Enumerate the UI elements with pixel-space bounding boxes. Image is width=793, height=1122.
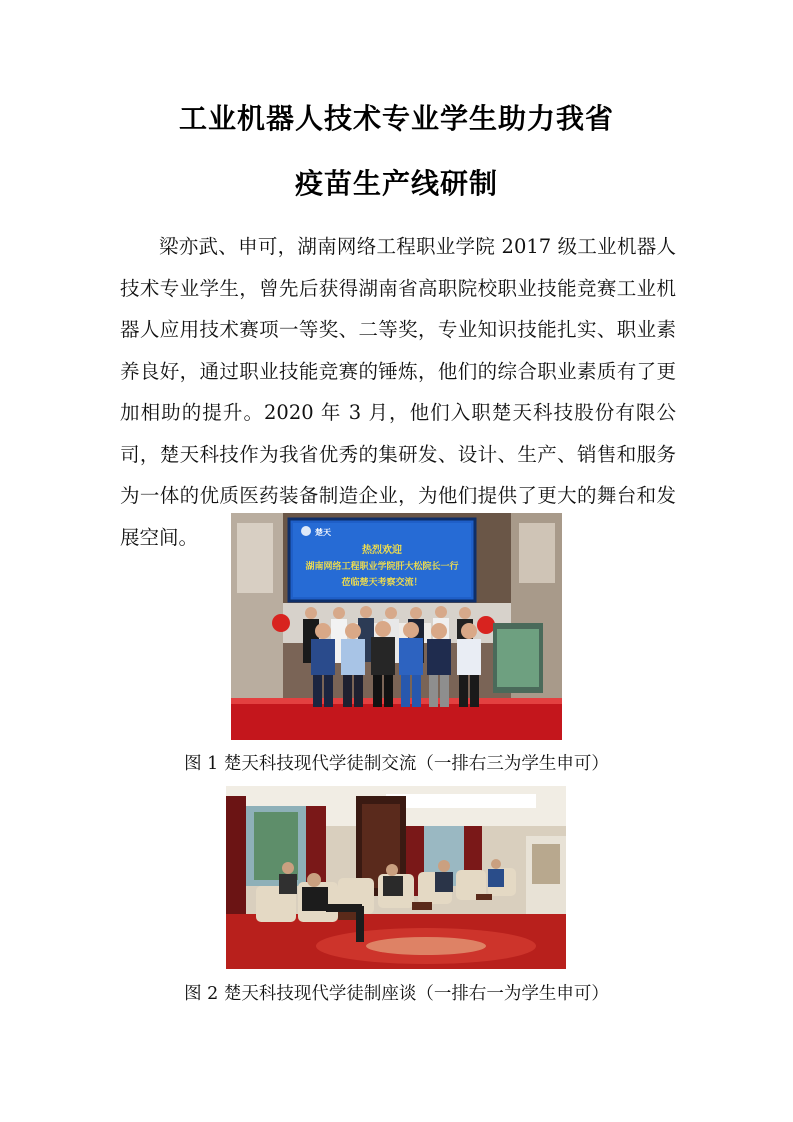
screen-logo-text: 楚天 (315, 528, 331, 537)
figure-1-caption: 图 1 楚天科技现代学徒制交流（一排右三为学生申可） (184, 754, 609, 774)
figure-2-caption: 图 2 楚天科技现代学徒制座谈（一排右一为学生申可） (184, 984, 609, 1004)
body-paragraph: 梁亦武、申可，湖南网络工程职业学院 2017 级工业机器人技术专业学生，曾先后获得湖南省高职院校职业技能竞赛工业机器人应用技术赛项一等奖、二等奖，专业知识技能扎实、职业素养良好，通过职业技能竞赛的锤炼，他们的综合职业素质有了更加相助的提升。2020 年 3 月，他们入职楚天科技股份有限公司，楚天科技作为我省优秀的集研发、设计、生产、销售和服务为一体的优质医药装备制造企业，为他们提供了更大的舞台和发展空间。 (120, 235, 676, 549)
screen-text-line-3: 莅临楚天考察交流！ (341, 578, 423, 588)
figure-1-photo (231, 513, 562, 740)
figure-2-photo (226, 786, 566, 969)
screen-text-line-2: 湖南网络工程职业学院肝大松院长一行 (305, 562, 459, 572)
screen-text-line-1: 热烈欢迎 (362, 545, 402, 556)
document-title-line-2: 疫苗生产线研制 (294, 167, 498, 200)
document-title-line-1: 工业机器人技术专业学生助力我省 (178, 102, 614, 135)
